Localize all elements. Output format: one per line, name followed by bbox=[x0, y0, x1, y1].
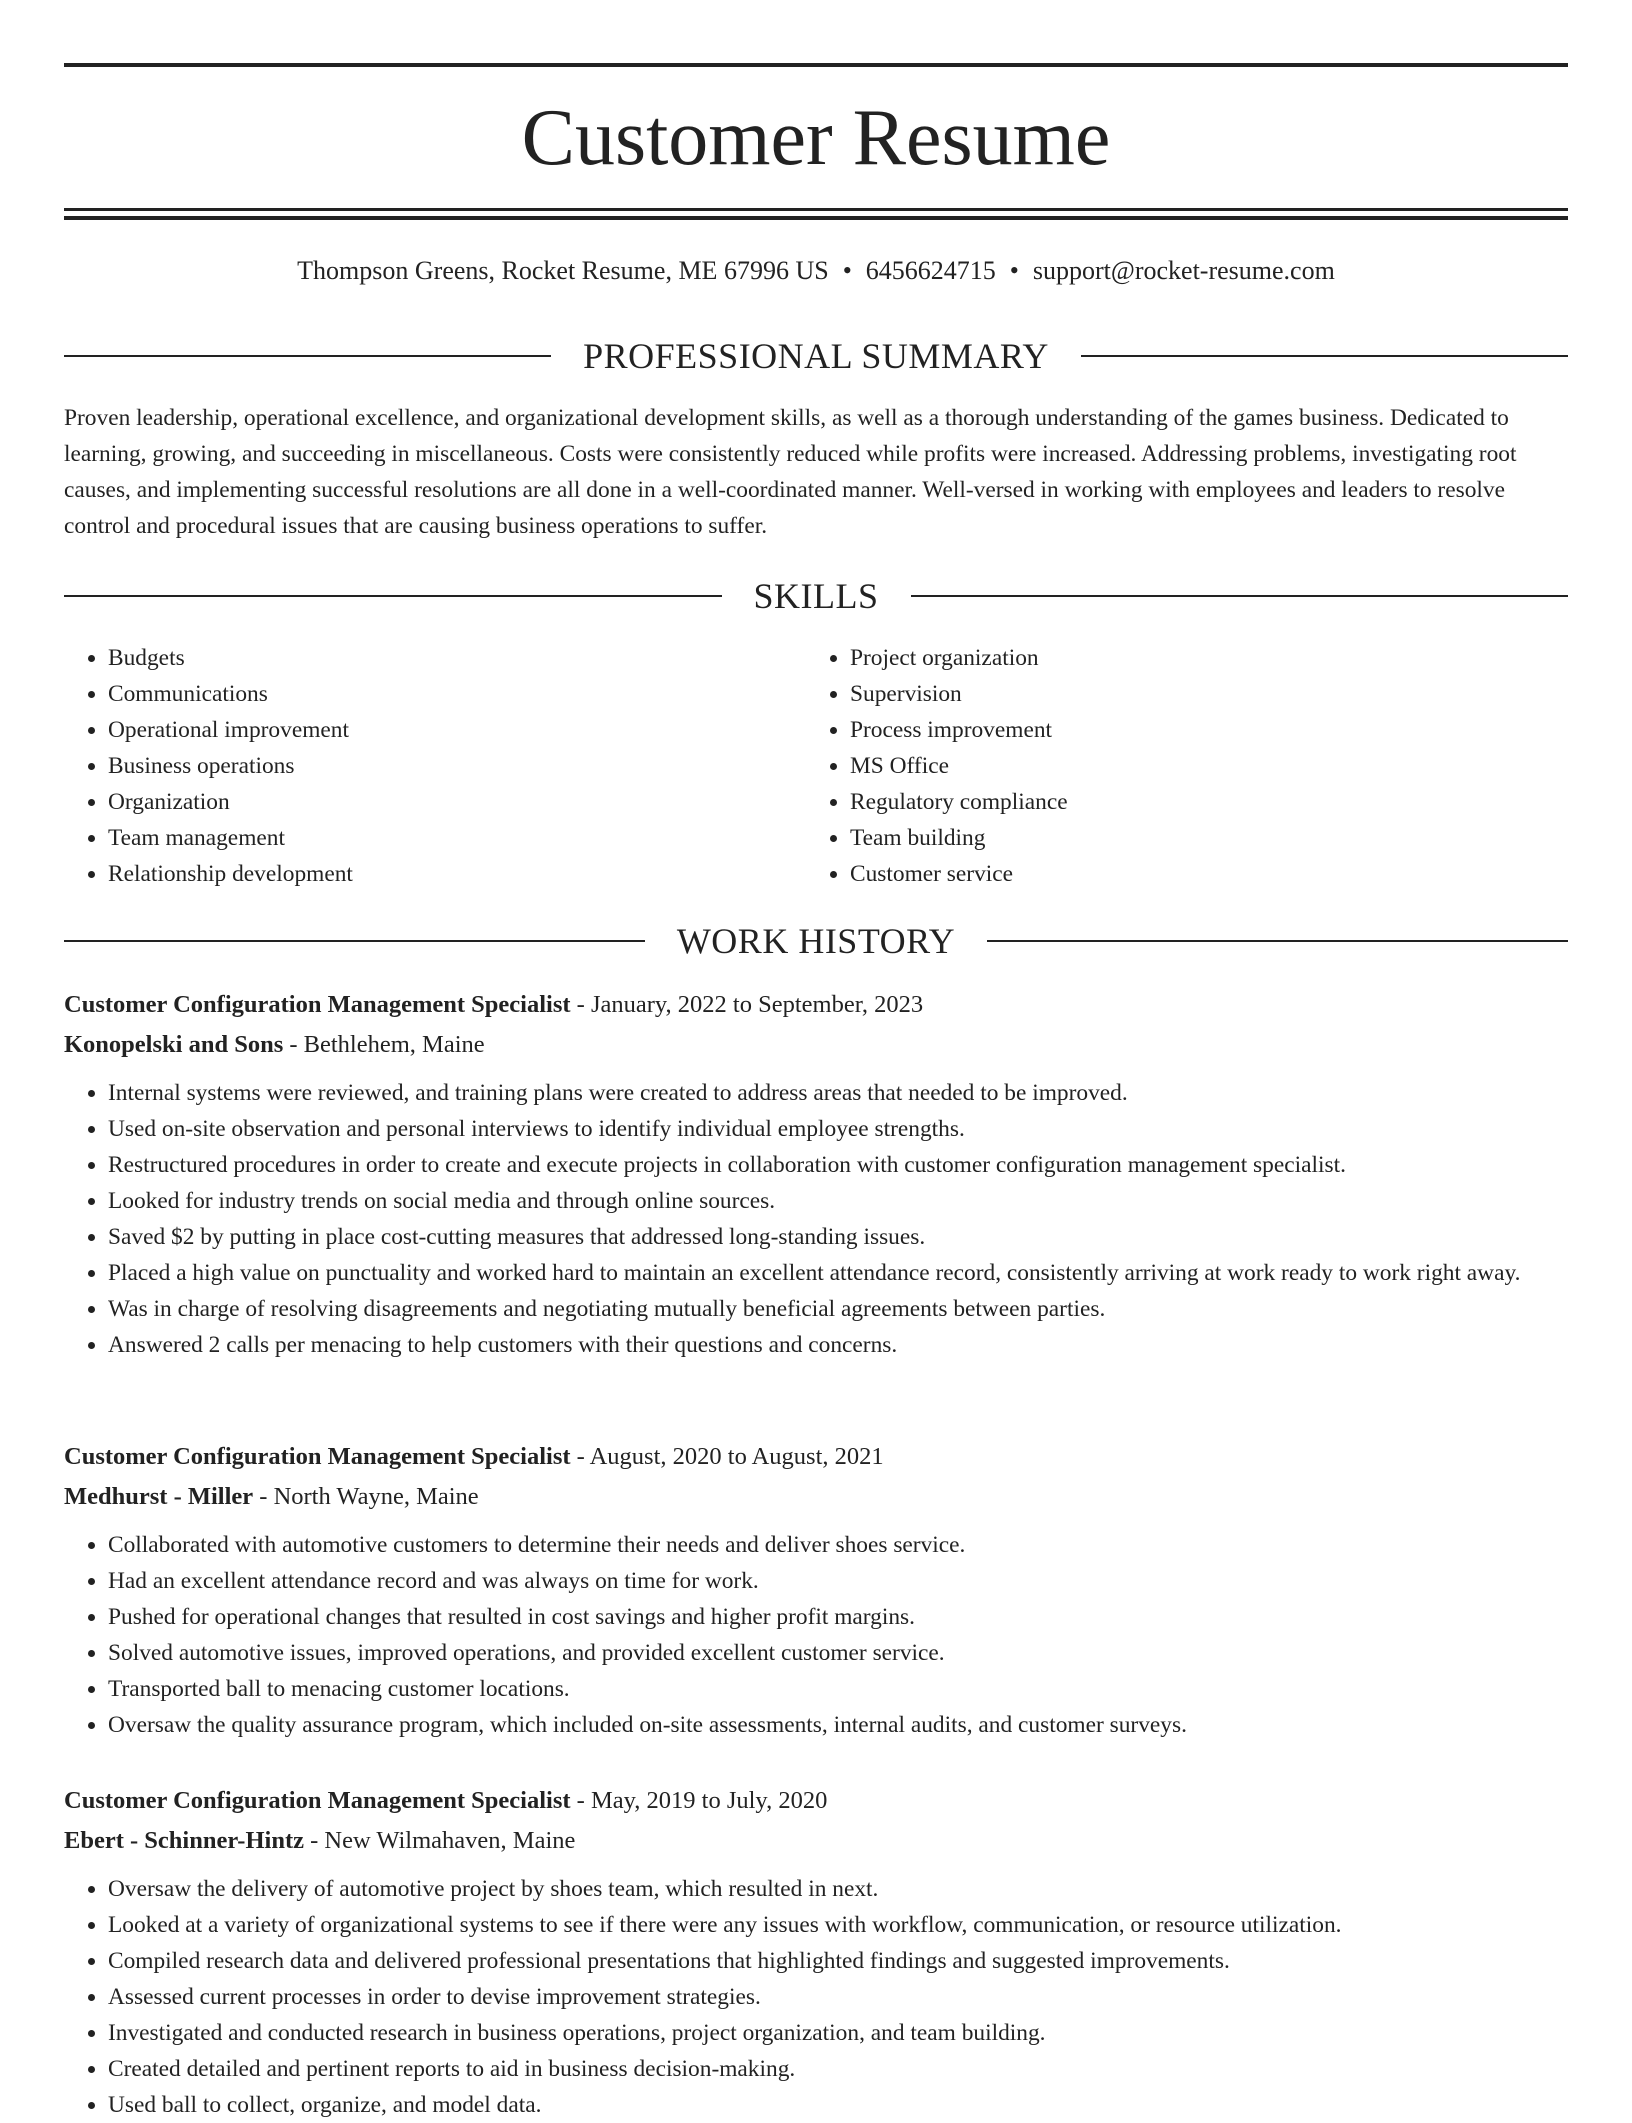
job-dates: - January, 2022 to September, 2023 bbox=[570, 991, 924, 1018]
job-location: - New Wilmahaven, Maine bbox=[304, 1827, 576, 1854]
job-bullet: • Restructured procedures in order to create and execute projects in collaboration with customer configuration management specialist. bbox=[108, 1147, 1568, 1183]
job-bullet: • Used ball to collect, organize, and model data. bbox=[108, 2087, 1568, 2123]
skill-item: • Operational improvement bbox=[108, 712, 806, 748]
section-heading-work-history bbox=[64, 919, 1568, 963]
job-company-line bbox=[64, 1025, 1568, 1065]
heading-label: PROFESSIONAL SUMMARY bbox=[583, 336, 1049, 376]
skills-list-right bbox=[806, 640, 1548, 892]
job-company-line bbox=[64, 1477, 1568, 1517]
job-bullet: • Answered 2 calls per menacing to help customers with their questions and concerns. bbox=[108, 1327, 1568, 1363]
job-entry bbox=[64, 1781, 1568, 2123]
skill-item: • Team building bbox=[850, 820, 1548, 856]
heading-rule bbox=[911, 595, 1569, 597]
heading-rule bbox=[987, 940, 1568, 942]
contact-phone: 6456624715 bbox=[865, 256, 996, 285]
job-bullets bbox=[64, 1527, 1568, 1743]
heading-rule bbox=[64, 355, 551, 357]
heading-rule bbox=[1081, 355, 1568, 357]
job-company-line bbox=[64, 1821, 1568, 1861]
job-bullet: • Collaborated with automotive customers to determine their needs and deliver shoes service. bbox=[108, 1527, 1568, 1563]
job-bullet: • Placed a high value on punctuality and worked hard to maintain an excellent attendance record, consistently arriving at work ready to work right away. bbox=[108, 1255, 1568, 1291]
job-bullet: • Saved $2 by putting in place cost-cutting measures that addressed long-standing issues. bbox=[108, 1219, 1568, 1255]
job-entry bbox=[64, 1437, 1568, 1743]
job-company: Konopelski and Sons bbox=[64, 1031, 284, 1058]
job-dates: - May, 2019 to July, 2020 bbox=[570, 1787, 828, 1814]
job-entry bbox=[64, 985, 1568, 1363]
job-bullet: • Internal systems were reviewed, and training plans were created to address areas that needed to be improved. bbox=[108, 1075, 1568, 1111]
contact-separator: • bbox=[1009, 256, 1019, 285]
skill-item: • MS Office bbox=[850, 748, 1548, 784]
heading-rule bbox=[64, 940, 645, 942]
skill-item: • Project organization bbox=[850, 640, 1548, 676]
summary-text: Proven leadership, operational excellence, and organizational development skills, as well as a thorough understanding of the games business. Dedicated to learning, growing, and succeeding in miscellaneous. Costs were consistently reduced while profits were increased. Addressing problems, investigating root causes, and implementing successful resolutions are all done in a well-coordinated manner. Well-versed in working with employees and leaders to resolve control and procedural issues that are causing business operations to suffer. bbox=[64, 405, 1517, 539]
heading-rule bbox=[64, 595, 722, 597]
job-title-line bbox=[64, 985, 1568, 1025]
job-bullet: • Transported ball to menacing customer locations. bbox=[108, 1671, 1568, 1707]
job-title-line bbox=[64, 1781, 1568, 1821]
title-rule-upper bbox=[64, 208, 1568, 211]
skills-columns bbox=[64, 640, 1568, 892]
job-bullet: • Created detailed and pertinent reports to aid in business decision-making. bbox=[108, 2051, 1568, 2087]
job-bullet: • Oversaw the quality assurance program, which included on-site assessments, internal audits, and customer surveys. bbox=[108, 1707, 1568, 1743]
section-heading-summary bbox=[64, 334, 1568, 378]
skill-item: • Process improvement bbox=[850, 712, 1548, 748]
skill-item: • Organization bbox=[108, 784, 806, 820]
contact-address: Thompson Greens, Rocket Resume, ME 67996 US bbox=[297, 256, 829, 285]
job-dates: - August, 2020 to August, 2021 bbox=[570, 1443, 884, 1470]
job-title-line bbox=[64, 1437, 1568, 1477]
contact-email: support@rocket-resume.com bbox=[1032, 256, 1335, 285]
contact-separator: • bbox=[842, 256, 852, 285]
job-bullet: • Oversaw the delivery of automotive project by shoes team, which resulted in next. bbox=[108, 1871, 1568, 1907]
skill-item: • Customer service bbox=[850, 856, 1548, 892]
job-location: - Bethlehem, Maine bbox=[283, 1031, 485, 1058]
skills-list-left bbox=[64, 640, 806, 892]
job-bullet: • Looked for industry trends on social media and through online sources. bbox=[108, 1183, 1568, 1219]
heading-label: WORK HISTORY bbox=[676, 921, 956, 961]
job-company: Ebert - Schinner-Hintz bbox=[64, 1827, 304, 1854]
heading-label: SKILLS bbox=[753, 576, 879, 616]
top-rule bbox=[64, 63, 1568, 67]
job-bullet: • Had an excellent attendance record and was always on time for work. bbox=[108, 1563, 1568, 1599]
job-title: Customer Configuration Management Specialist bbox=[64, 1787, 571, 1814]
contact-line bbox=[64, 254, 1568, 288]
skill-item: • Business operations bbox=[108, 748, 806, 784]
skill-item: • Regulatory compliance bbox=[850, 784, 1548, 820]
job-bullet: • Pushed for operational changes that resulted in cost savings and higher profit margins. bbox=[108, 1599, 1568, 1635]
job-bullet: • Investigated and conducted research in business operations, project organization, and team building. bbox=[108, 2015, 1568, 2051]
title-rule-lower bbox=[64, 216, 1568, 220]
job-bullet: • Looked at a variety of organizational systems to see if there were any issues with workflow, communication, or resource utilization. bbox=[108, 1907, 1568, 1943]
skill-item: • Relationship development bbox=[108, 856, 806, 892]
skill-item: • Supervision bbox=[850, 676, 1548, 712]
job-bullets bbox=[64, 1075, 1568, 1363]
job-bullet: • Used on-site observation and personal interviews to identify individual employee strengths. bbox=[108, 1111, 1568, 1147]
job-bullet: • Solved automotive issues, improved operations, and provided excellent customer service. bbox=[108, 1635, 1568, 1671]
job-location: - North Wayne, Maine bbox=[253, 1483, 479, 1510]
job-bullet: • Assessed current processes in order to devise improvement strategies. bbox=[108, 1979, 1568, 2015]
skill-item: • Budgets bbox=[108, 640, 806, 676]
skill-item: • Communications bbox=[108, 676, 806, 712]
job-title: Customer Configuration Management Specialist bbox=[64, 991, 571, 1018]
job-bullet: • Was in charge of resolving disagreements and negotiating mutually beneficial agreements between parties. bbox=[108, 1291, 1568, 1327]
page-title: Customer Resume bbox=[521, 94, 1111, 182]
job-bullets bbox=[64, 1871, 1568, 2123]
section-heading-skills bbox=[64, 574, 1568, 618]
skill-item: • Team management bbox=[108, 820, 806, 856]
job-company: Medhurst - Miller bbox=[64, 1483, 254, 1510]
job-title: Customer Configuration Management Specialist bbox=[64, 1443, 571, 1470]
job-bullet: • Compiled research data and delivered professional presentations that highlighted findings and suggested improvements. bbox=[108, 1943, 1568, 1979]
